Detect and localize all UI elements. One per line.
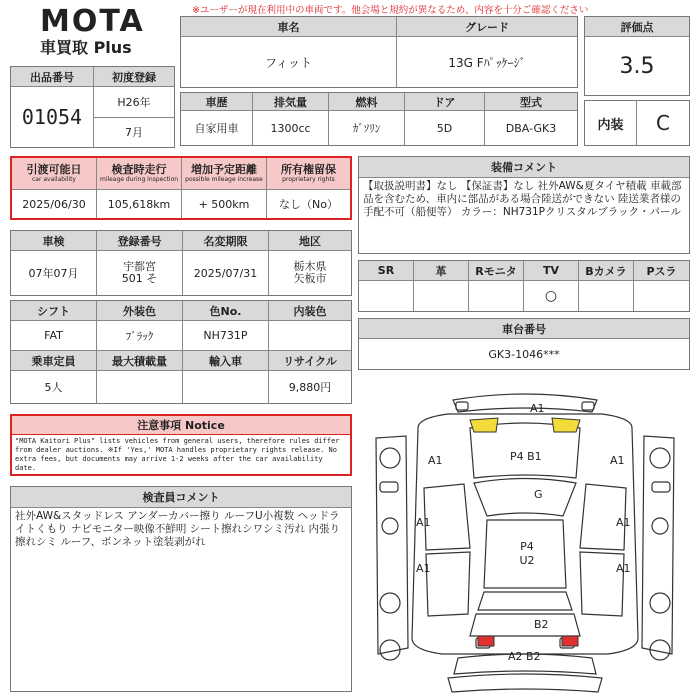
damage-right-rear: A1 (616, 562, 631, 575)
model-label: 型式 (485, 93, 577, 111)
rights-header (267, 158, 350, 190)
damage-yellow-left (470, 418, 498, 432)
doors-label: ドア (405, 93, 485, 111)
logo-title: MOTA (40, 4, 145, 39)
increase-header-label: 増加予定距離 (191, 163, 257, 176)
registration-table (10, 230, 352, 296)
damage-right-mid: A1 (616, 516, 631, 529)
doors-value: 5D (405, 111, 485, 145)
option-leather-value (414, 281, 469, 311)
shaken-label: 車検 (11, 231, 97, 251)
availability-header-label: 引渡可能日 (26, 163, 82, 176)
equipment-comment-box (358, 156, 690, 254)
damage-windshield: G (534, 488, 543, 501)
displacement-value: 1300cc (253, 111, 329, 145)
proprietary-rights: なし（No） (279, 198, 338, 211)
damage-left-rear: A1 (416, 562, 431, 575)
car-name-label: 車名 (181, 17, 397, 37)
max-load-label: 最大積載量 (97, 351, 183, 371)
damage-rear: B2 (534, 618, 549, 631)
availability-header-sub: car availability (32, 176, 76, 183)
first-reg-year: H26年 (94, 87, 174, 118)
damage-yellow-right (552, 418, 580, 432)
option-leather-label: 革 (414, 261, 469, 281)
option-rmonitor-value (469, 281, 524, 311)
option-sr-value (359, 281, 414, 311)
car-name: フィット (181, 37, 397, 87)
vin-value: GK3-1046*** (488, 347, 560, 361)
damage-roof: P4 U2 (519, 540, 535, 567)
mileage-header-label: 検査時走行 (111, 163, 167, 176)
rights-header-label: 所有権留保 (281, 163, 336, 176)
score-label: 評価点 (585, 17, 689, 37)
lot-reg-table (10, 66, 175, 148)
option-sr-label: SR (359, 261, 414, 281)
displacement-label: 排気量 (253, 93, 329, 111)
notice-box (10, 414, 352, 476)
damage-diagram (358, 388, 692, 696)
plate-label: 登録番号 (97, 231, 183, 251)
notice-text: "MOTA Kaitori Plus" lists vehicles from general users, therefore rules differ from dealer auctions. ※If 'Yes,' MOTA handles proprietary rights release. No extra fees, but documents may arrive 1-2 weeks after the car availability date. (15, 437, 340, 472)
car-spec-table (180, 92, 578, 146)
recycle-label: リサイクル (269, 351, 351, 371)
shift-value: FAT (11, 321, 97, 351)
first-reg-label: 初度登録 (94, 67, 174, 87)
interior-label: 内装 (585, 101, 637, 145)
plate-line2: 501 そ (121, 272, 158, 285)
history-value: 自家用車 (181, 111, 253, 145)
increase-header (182, 158, 267, 190)
area-label: 地区 (269, 231, 351, 251)
name-change-label: 名変期限 (183, 231, 269, 251)
car-name-table (180, 16, 578, 88)
damage-left-mid: A1 (416, 516, 431, 529)
score-value: 3.5 (619, 53, 655, 79)
model-value: DBA-GK3 (505, 121, 557, 135)
plate-value (97, 251, 183, 295)
first-reg-values (94, 87, 174, 147)
availability-date: 2025/06/30 (12, 190, 97, 218)
availability-header (12, 158, 97, 190)
score-table (584, 16, 690, 96)
capacity-label: 乗車定員 (11, 351, 97, 371)
interior-color-label: 内装色 (269, 301, 351, 321)
fuel-label: 燃料 (329, 93, 405, 111)
option-bcamera-label: Bカメラ (579, 261, 634, 281)
damage-hood: P4 B1 (510, 450, 542, 463)
lot-number: 01054 (11, 87, 94, 147)
logo-subtitle: 車買取 Plus (40, 38, 132, 57)
inspector-comment-box (10, 486, 352, 692)
capacity-value: 5人 (11, 371, 97, 403)
import-value (183, 371, 269, 403)
grade-label: グレード (397, 17, 577, 37)
recycle-value: 9,880円 (288, 381, 332, 394)
equipment-title: 装備コメント (359, 157, 689, 178)
shaken-value: 07年07月 (11, 251, 97, 295)
import-label: 輸入車 (183, 351, 269, 371)
notice-title: 注意事項 Notice (12, 416, 350, 435)
inspector-text: 社外AW&スタッドレス アンダーカバー擦り ルーフU小複数 ヘッドライトくもり ナビモニター映像不鮮明 シート擦れシワシミ汚れ 内張り擦れシミ ルーフ、ボンネット塗装剥がれ (15, 510, 341, 548)
plate-line1: 宇都宮 (123, 260, 156, 273)
fuel-value: ｶﾞｿﾘﾝ (329, 111, 405, 145)
option-tv-label: TV (524, 261, 579, 281)
area-line2: 矢板市 (293, 272, 327, 285)
rights-header-sub: proprietary rights (282, 176, 335, 183)
color-no-value: NH731P (183, 321, 269, 351)
option-pslide-label: Pスラ (634, 261, 689, 281)
options-table (358, 260, 690, 312)
area-value (269, 251, 351, 295)
max-load-value (97, 371, 183, 403)
vin-title: 車台番号 (359, 319, 689, 339)
option-bcamera-value (579, 281, 634, 311)
area-line1: 栃木県 (293, 260, 327, 273)
damage-red-left (478, 636, 494, 646)
lot-label: 出品番号 (11, 67, 94, 87)
interior-color-value (269, 321, 351, 351)
damage-right-front: A1 (610, 454, 625, 467)
history-label: 車歴 (181, 93, 253, 111)
increase-header-sub: possible mileage increase (185, 176, 263, 183)
grade: 13G Fﾊﾟｯｹｰｼﾞ (448, 55, 526, 70)
damage-left-front: A1 (428, 454, 443, 467)
option-rmonitor-label: Rモニタ (469, 261, 524, 281)
first-reg-month: 7月 (125, 126, 143, 140)
mileage-header (97, 158, 182, 190)
color-no-label: 色No. (183, 301, 269, 321)
interior-value: C (656, 111, 670, 135)
inspection-mileage: 105,618km (97, 190, 182, 218)
equipment-text: 【取扱説明書】なし 【保証書】なし 社外AW&夏タイヤ積載 車載部品を含むため、車内に部品がある場合陸送ができない 陸送業者様の手配不可（船便等） カラー：NH731Pクリスタルブラック・パール (363, 180, 682, 218)
option-pslide-value (634, 281, 689, 311)
exterior-color-label: 外装色 (97, 301, 183, 321)
spec-table (10, 300, 352, 404)
mota-logo (40, 6, 160, 66)
damage-rear-bumper: A2 B2 (508, 650, 541, 663)
availability-table (10, 156, 352, 220)
vin-table (358, 318, 690, 370)
shift-label: シフト (11, 301, 97, 321)
name-change-value: 2025/07/31 (183, 251, 269, 295)
top-notice: ※ユーザーが現在利用中の車両です。他会場と規約が異なるため、内容を十分ご確認ください (192, 5, 589, 16)
damage-front: A1 (530, 402, 545, 415)
option-tv-value: ○ (524, 281, 579, 311)
mileage-header-sub: mileage during inspection (99, 176, 179, 183)
damage-red-right (562, 636, 578, 646)
exterior-color-value: ﾌﾞﾗｯｸ (97, 321, 183, 351)
inspector-title: 検査員コメント (11, 487, 351, 508)
interior-table (584, 100, 690, 146)
mileage-increase: + 500km (182, 190, 267, 218)
